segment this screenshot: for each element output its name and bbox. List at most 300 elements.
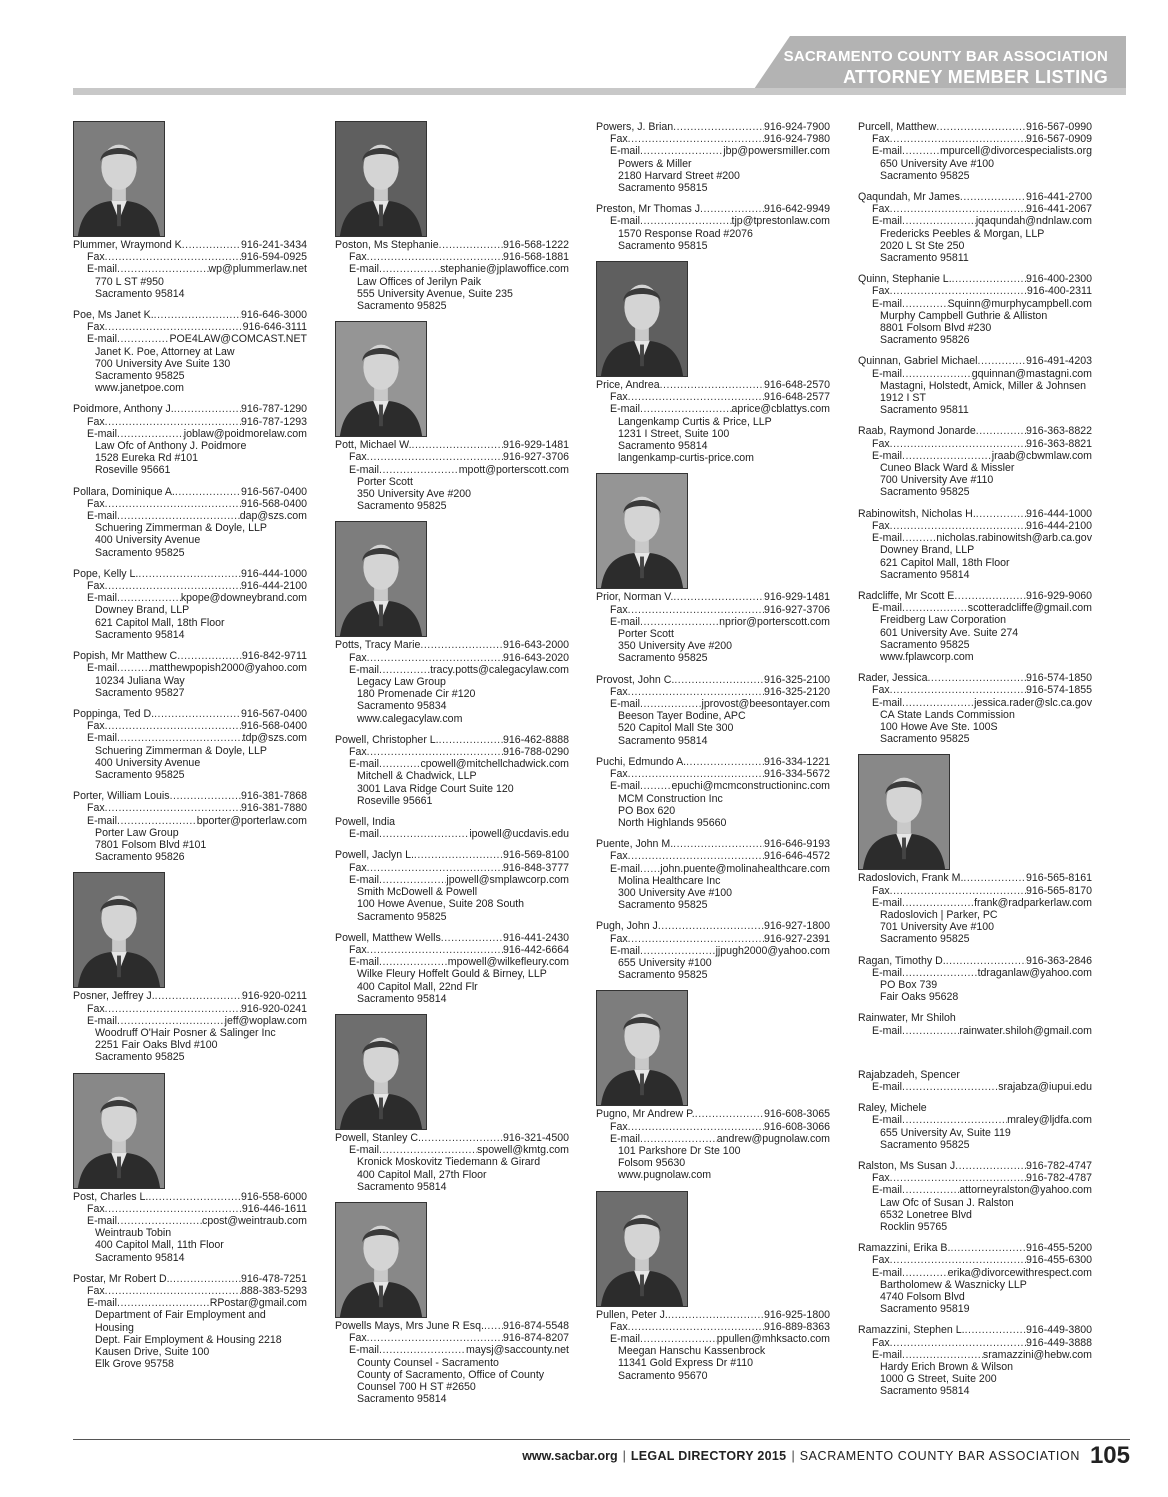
fax-number: 916-568-0400 [241, 720, 307, 733]
attorney-name-row [335, 1132, 569, 1144]
email-link[interactable]: bporter@porterlaw.com [196, 814, 307, 827]
dot-leader [105, 321, 243, 333]
attorney-name-row [596, 379, 830, 391]
attorney-name-row [858, 672, 1092, 684]
fax-label: Fax [349, 251, 367, 264]
attorney-entry [73, 121, 307, 300]
dot-leader [952, 273, 1026, 285]
listing-column-1 [73, 121, 307, 1379]
email-label: E-mail [87, 1214, 118, 1227]
email-link[interactable]: mpott@porterscott.com [458, 463, 569, 476]
attorney-name-row [596, 674, 830, 686]
fax-number: 916-442-6664 [503, 943, 569, 956]
attorney-name-row [73, 1191, 307, 1203]
address-line: Wilke Fleury Hoffelt Gould & Birney, LLP [357, 968, 547, 981]
email-label: E-mail [87, 814, 118, 827]
attorney-name-row [335, 439, 569, 451]
attorney-entry [858, 355, 1092, 416]
photo-woman-short-hair-icon [596, 261, 688, 377]
fax-label-row [858, 885, 1092, 897]
attorney-name-row [858, 273, 1092, 285]
address-line: MCM Construction Inc [618, 792, 723, 805]
email-link[interactable]: spowell@kmtg.com [477, 1144, 569, 1157]
dot-leader [367, 251, 503, 263]
attorney-name: Poston, Ms Stephanie [335, 239, 439, 251]
attorney-name: Powell, Jaclyn L. [335, 849, 414, 862]
attorney-name: Rabinowitsh, Nicholas H. [858, 507, 976, 520]
email-link[interactable]: nicholas.rabinowitsh@arb.ca.gov [936, 532, 1092, 545]
attorney-name-row [596, 203, 830, 215]
email-label-row [596, 145, 830, 157]
address-line: 8801 Folsom Blvd #230 [880, 322, 992, 335]
email-label: E-mail [610, 615, 641, 628]
email-link[interactable]: wp@plummerlaw.net [208, 263, 307, 276]
dot-leader [117, 428, 184, 440]
fax-number: 916-646-4572 [764, 850, 830, 863]
attorney-entry [73, 790, 307, 863]
attorney-entry [73, 1073, 307, 1264]
email-link[interactable]: nprior@porterscott.com [719, 615, 830, 628]
dot-leader [640, 145, 723, 157]
attorney-name-row [335, 239, 569, 251]
attorney-entry [858, 1160, 1092, 1233]
email-link[interactable]: jjpugh2000@yahoo.com [715, 944, 830, 957]
fax-label-row [335, 944, 569, 956]
email-link[interactable]: maysj@saccounty.net [466, 1344, 569, 1357]
fax-number: 916-568-1881 [503, 251, 569, 264]
attorney-name: Poe, Ms Janet K. [73, 309, 154, 322]
address-line: 350 University Ave #200 [357, 488, 472, 501]
attorney-name-row [596, 756, 830, 768]
photo-man-glasses-library-icon [73, 872, 165, 988]
email-link[interactable]: srajabza@iupui.edu [998, 1080, 1092, 1093]
attorney-entry [596, 756, 830, 829]
email-link[interactable]: POE4LAW@COMCAST.NET [169, 333, 307, 346]
fax-label-row [858, 1337, 1092, 1349]
phone-number: 916-569-8100 [503, 849, 569, 862]
dot-leader [117, 1015, 225, 1027]
fax-label: Fax [87, 415, 105, 428]
email-label: E-mail [872, 1348, 903, 1361]
address-line: 621 Capitol Mall, 18th Floor [880, 556, 1010, 569]
dot-leader [484, 1320, 503, 1332]
dot-leader [976, 425, 1026, 437]
attorney-entry [596, 674, 830, 747]
email-label: E-mail [872, 1024, 903, 1037]
dot-leader [946, 955, 1026, 967]
fax-label-row [596, 686, 830, 698]
address-line: Mitchell & Chadwick, LLP [357, 770, 477, 783]
fax-number: 916-400-2311 [1026, 285, 1092, 298]
email-link[interactable]: jessica.rader@slc.ca.gov [974, 696, 1092, 709]
address-line: 400 Capitol Mall, 22nd Flr [357, 980, 478, 993]
email-link[interactable]: mraley@ljdfa.com [1007, 1114, 1092, 1127]
attorney-name: Post, Charles L. [73, 1190, 149, 1203]
email-label: E-mail [349, 663, 380, 676]
attorney-name-row [73, 790, 307, 802]
email-link[interactable]: mpurcell@divorcespecialists.org [939, 145, 1092, 158]
email-link[interactable]: stephanie@jplawoffice.com [440, 263, 569, 276]
phone-number: 916-558-6000 [241, 1190, 307, 1203]
phone-number: 916-325-2100 [764, 673, 830, 686]
address-line: Legacy Law Group [357, 676, 446, 689]
footer-url[interactable]: www.sacbar.org [522, 1449, 618, 1463]
dot-leader [640, 863, 660, 875]
email-label: E-mail [610, 1332, 641, 1345]
dot-leader [379, 464, 459, 476]
address-line: Law Offices of Jerilyn Paik [357, 275, 482, 288]
footer-rule [73, 1439, 1130, 1440]
attorney-name-row [335, 639, 569, 651]
address-line: Law Ofc of Susan J. Ralston [880, 1196, 1014, 1209]
dot-leader [175, 486, 241, 498]
footer-separator: | [791, 1449, 795, 1463]
email-link[interactable]: rainwater.shiloh@gmail.com [959, 1024, 1092, 1037]
phone-number: 916-608-3065 [764, 1108, 830, 1121]
email-label: E-mail [87, 662, 118, 675]
dot-leader [640, 698, 701, 710]
email-label-row [596, 616, 830, 628]
attorney-entry [596, 1191, 830, 1382]
dot-leader [367, 1332, 503, 1344]
address-line: 621 Capitol Mall, 18th Floor [95, 616, 225, 629]
phone-number: 916-441-2700 [1026, 191, 1092, 204]
fax-label-row [596, 768, 830, 780]
address-line: 100 Howe Ave Ste. 100S [880, 720, 998, 733]
dot-leader [890, 1337, 1026, 1349]
email-link[interactable]: john.puente@molinahealthcare.com [660, 862, 830, 875]
fax-label-row [858, 203, 1092, 215]
dot-leader [628, 1121, 764, 1133]
address-line: 1000 G Street, Suite 200 [880, 1373, 997, 1386]
fax-label-row [73, 251, 307, 263]
dot-leader [890, 285, 1027, 297]
dot-leader [700, 203, 764, 215]
email-link[interactable]: erika@divorcewithrespect.com [947, 1266, 1092, 1279]
header-listing-title: ATTORNEY MEMBER LISTING [843, 67, 1108, 87]
fax-label: Fax [610, 1120, 628, 1133]
fax-label-row [335, 652, 569, 664]
email-label: E-mail [87, 1014, 118, 1027]
email-label: E-mail [87, 592, 118, 605]
dot-leader [117, 662, 150, 674]
dot-leader [155, 990, 242, 1002]
attorney-entry [858, 121, 1092, 182]
address-line: Housing [95, 1321, 134, 1334]
address-line: Freidberg Law Corporation [880, 614, 1007, 627]
address-line: 2020 L St Ste 250 [880, 239, 965, 252]
address-line: Downey Brand, LLP [95, 604, 190, 617]
phone-number: 916-441-2430 [503, 931, 569, 944]
fax-label-row [73, 498, 307, 510]
dot-leader [628, 768, 764, 780]
phone-number: 916-462-8888 [503, 733, 569, 746]
address-line: Sacramento 95825 [880, 733, 970, 746]
attorney-name: Potts, Tracy Marie [335, 639, 421, 652]
dot-leader [628, 1321, 764, 1333]
fax-label-row [858, 438, 1092, 450]
email-label-row [73, 428, 307, 440]
listing-column-3 [596, 121, 830, 1391]
dot-leader [658, 920, 764, 932]
email-link[interactable]: tdp@szs.com [242, 732, 307, 745]
attorney-entry [335, 121, 569, 312]
email-link[interactable]: matthewpopish2000@yahoo.com [149, 662, 307, 675]
address-line: 1528 Eureka Rd #101 [95, 452, 199, 465]
listing-column-2 [335, 121, 569, 1414]
attorney-entry [858, 672, 1092, 745]
dot-leader [379, 263, 440, 275]
email-link[interactable]: joblaw@poidmorelaw.com [183, 427, 307, 440]
attorney-name-row [858, 191, 1092, 203]
email-link[interactable]: jeff@woplaw.com [224, 1014, 307, 1027]
attorney-entry [596, 990, 830, 1181]
dot-leader [628, 604, 764, 616]
dot-leader [890, 133, 1026, 145]
attorney-name-row [596, 838, 830, 850]
fax-label-row [858, 1254, 1092, 1266]
dot-leader [890, 885, 1026, 897]
address-line: langenkamp-curtis-price.com [618, 452, 755, 465]
email-link[interactable]: epuchi@mcmconstructioninc.com [671, 780, 830, 793]
address-line: CA State Lands Commission [880, 708, 1015, 721]
dot-leader [379, 758, 420, 770]
dot-leader [117, 1297, 210, 1309]
attorney-entry [73, 486, 307, 559]
dot-leader [902, 897, 974, 909]
address-line: 1912 I ST [880, 392, 926, 405]
phone-number: 916-643-2000 [503, 639, 569, 652]
email-link[interactable]: andrew@pugnolaw.com [716, 1132, 830, 1145]
dot-leader [902, 1025, 959, 1037]
dot-leader [105, 1285, 241, 1297]
email-label: E-mail [610, 862, 641, 875]
email-label-row [335, 874, 569, 886]
email-label-row [73, 815, 307, 827]
fax-number: 916-782-4787 [1026, 1172, 1092, 1185]
email-link[interactable]: RPostar@gmail.com [209, 1297, 307, 1310]
email-label: E-mail [349, 956, 380, 969]
fax-number: 916-646-3111 [242, 321, 307, 334]
address-line: Roseville 95661 [95, 464, 171, 477]
email-link[interactable]: tracy.potts@calegacylaw.com [430, 663, 569, 676]
email-label: E-mail [87, 732, 118, 745]
fax-label: Fax [349, 451, 367, 464]
email-label: E-mail [872, 367, 903, 380]
email-link[interactable]: attorneyralston@yahoo.com [959, 1184, 1092, 1197]
attorney-name-row [73, 309, 307, 321]
email-label-row [596, 698, 830, 710]
fax-label-row [596, 604, 830, 616]
photo-man-gray-hair-icon [596, 473, 688, 589]
email-link[interactable]: tdraganlaw@yahoo.com [977, 966, 1092, 979]
phone-number: 916-648-2570 [764, 379, 830, 392]
email-label-row [596, 863, 830, 875]
fax-label: Fax [610, 850, 628, 863]
address-line: 555 University Avenue, Suite 235 [357, 287, 513, 300]
fax-number: 916-363-8821 [1026, 437, 1092, 450]
address-line: Sacramento 95814 [95, 1251, 185, 1264]
address-line: Sacramento 95814 [357, 1180, 447, 1193]
phone-number: 916-478-7251 [241, 1272, 307, 1285]
attorney-name: Raab, Raymond Jonarde [858, 425, 976, 438]
email-label-row [858, 967, 1092, 979]
phone-number: 916-874-5548 [503, 1319, 569, 1332]
address-line: North Highlands 95660 [618, 816, 727, 829]
email-label: E-mail [87, 263, 118, 276]
email-label: E-mail [610, 215, 641, 228]
attorney-name-row [73, 568, 307, 580]
attorney-name: Powell, Christopher L. [335, 733, 439, 746]
address-line: Dept. Fair Employment & Housing 2218 [95, 1333, 282, 1346]
address-line: Sacramento 95825 [95, 768, 185, 781]
dot-leader [379, 1144, 477, 1156]
dot-leader [367, 652, 503, 664]
address-line: 180 Promenade Cir #120 [357, 688, 476, 701]
address-line: 300 University Ave #100 [618, 886, 733, 899]
email-link[interactable]: jpowell@smplawcorp.com [446, 873, 569, 886]
email-link[interactable]: sramazzini@hebw.com [982, 1348, 1092, 1361]
email-label: E-mail [87, 510, 118, 523]
phone-number: 916-924-7900 [764, 121, 830, 133]
dot-leader [421, 1132, 503, 1144]
email-link[interactable]: Squinn@murphycampbell.com [947, 297, 1092, 310]
fax-label: Fax [87, 497, 105, 510]
attorney-name: Rainwater, Mr Shiloh [858, 1012, 956, 1025]
fax-label-row [73, 580, 307, 592]
email-link[interactable]: gquinnan@mastagni.com [971, 367, 1092, 380]
dot-leader [955, 1160, 1026, 1172]
address-line: Hardy Erich Brown & Wilson [880, 1361, 1014, 1374]
dot-leader [105, 251, 241, 263]
dot-leader [105, 416, 241, 428]
attorney-name: Posner, Jeffrey J. [73, 990, 155, 1003]
phone-number: 916-925-1800 [764, 1308, 830, 1321]
photo-man-glasses-beard-icon [73, 1073, 165, 1189]
attorney-entry [858, 273, 1092, 346]
email-link[interactable]: jbp@powersmiller.com [723, 145, 830, 158]
attorney-name: Ramazzini, Erika B. [858, 1242, 951, 1255]
dot-leader [890, 684, 1026, 696]
dot-leader [902, 1349, 983, 1361]
address-line: Sacramento 95814 [880, 568, 970, 581]
attorney-name: Prior, Norman V. [596, 591, 674, 604]
phone-number: 916-927-1800 [764, 920, 830, 933]
address-line: Sacramento 95814 [357, 1393, 447, 1406]
address-line: Schuering Zimmerman & Doyle, LLP [95, 522, 267, 535]
email-link[interactable]: cpowell@mitchellchadwick.com [420, 758, 569, 771]
email-label: E-mail [349, 1344, 380, 1357]
address-line: 6532 Lonetree Blvd [880, 1208, 972, 1221]
attorney-name: Quinn, Stephanie L. [858, 273, 952, 286]
photo-man-glasses-mustache-icon [335, 1014, 427, 1130]
attorney-name: Purcell, Matthew [858, 121, 937, 133]
email-link[interactable]: tjp@tprestonlaw.com [731, 215, 830, 228]
email-label: E-mail [872, 1080, 903, 1093]
dot-leader [950, 1242, 1026, 1254]
email-label: E-mail [872, 696, 903, 709]
dot-leader [674, 674, 764, 686]
attorney-entry [335, 321, 569, 512]
email-link[interactable]: dap@szs.com [239, 510, 307, 523]
email-label-row [335, 758, 569, 770]
fax-number: 916-608-3066 [764, 1120, 830, 1133]
address-line: Meegan Hanschu Kassenbrock [618, 1345, 766, 1358]
address-line: 400 University Avenue [95, 534, 201, 547]
fax-number: 916-455-6300 [1026, 1254, 1092, 1267]
attorney-entry [858, 1069, 1092, 1093]
email-link[interactable]: ipowell@ucdavis.edu [469, 828, 569, 841]
phone-number: 916-363-8822 [1026, 425, 1092, 438]
address-line: 770 L ST #950 [95, 275, 164, 288]
email-link[interactable]: kpope@downeybrand.com [180, 592, 307, 605]
dot-leader [105, 720, 241, 732]
email-link[interactable]: scotteradcliffe@gmail.com [967, 602, 1092, 615]
attorney-name: Pugh, John J [596, 920, 658, 933]
email-link[interactable]: jprovost@beesontayer.com [701, 698, 830, 711]
photo-woman-glasses-pearls-icon [335, 1202, 427, 1318]
footer [522, 1442, 1130, 1470]
email-link[interactable]: aprice@cblattys.com [731, 403, 830, 416]
fax-label-row [858, 133, 1092, 145]
address-line: 520 Capitol Mall Ste 300 [618, 722, 734, 735]
attorney-name-row [596, 1309, 830, 1321]
phone-number: 916-646-9193 [764, 838, 830, 851]
email-link[interactable]: jqaqundah@ndnlaw.com [975, 215, 1092, 228]
email-link[interactable]: mpowell@wilkefleury.com [447, 956, 569, 969]
attorney-name-row [858, 121, 1092, 133]
photo-woman-blazer-icon [335, 121, 427, 237]
attorney-name: Plummer, Wraymond K [73, 239, 182, 251]
address-line: Sacramento 95826 [880, 334, 970, 347]
fax-label-row [335, 251, 569, 263]
dot-leader [673, 121, 764, 133]
address-line: 650 University Ave #100 [880, 157, 995, 170]
photo-man-suit-icon [73, 121, 165, 237]
attorney-name-row [858, 1324, 1092, 1336]
address-line: Radoslovich | Parker, PC [880, 908, 998, 921]
fax-label: Fax [872, 884, 890, 897]
attorney-entry [73, 1273, 307, 1371]
fax-label: Fax [610, 603, 628, 616]
dot-leader [117, 510, 240, 522]
attorney-name: Quinnan, Gabriel Michael [858, 355, 978, 368]
phone-number: 916-381-7868 [241, 790, 307, 803]
dot-leader [170, 790, 241, 802]
fax-number: 916-381-7880 [241, 802, 307, 815]
dot-leader [640, 215, 731, 227]
fax-number: 916-920-0241 [241, 1002, 307, 1015]
photo-man-glasses-curly-icon [858, 754, 950, 870]
email-link[interactable]: cpost@weintraub.com [202, 1214, 307, 1227]
address-line: www.fplawcorp.com [880, 650, 974, 663]
address-line: Sacramento 95825 [618, 969, 708, 982]
fax-label: Fax [872, 1172, 890, 1185]
address-line: Sacramento 95834 [357, 700, 447, 713]
address-line: 700 University Ave #110 [880, 474, 994, 487]
dot-leader [902, 215, 976, 227]
attorney-entry [335, 1014, 569, 1193]
email-label-row [858, 368, 1092, 380]
address-line: Department of Fair Employment and [95, 1309, 266, 1322]
dot-leader [367, 944, 503, 956]
attorney-name-row [596, 1108, 830, 1120]
email-link[interactable]: ppullen@mhksacto.com [716, 1332, 830, 1345]
dot-leader [902, 298, 948, 310]
email-link[interactable]: jraab@cbwmlaw.com [991, 449, 1092, 462]
email-link[interactable]: frank@radparkerlaw.com [974, 896, 1092, 909]
address-line: 400 Capitol Mall, 27th Floor [357, 1168, 487, 1181]
